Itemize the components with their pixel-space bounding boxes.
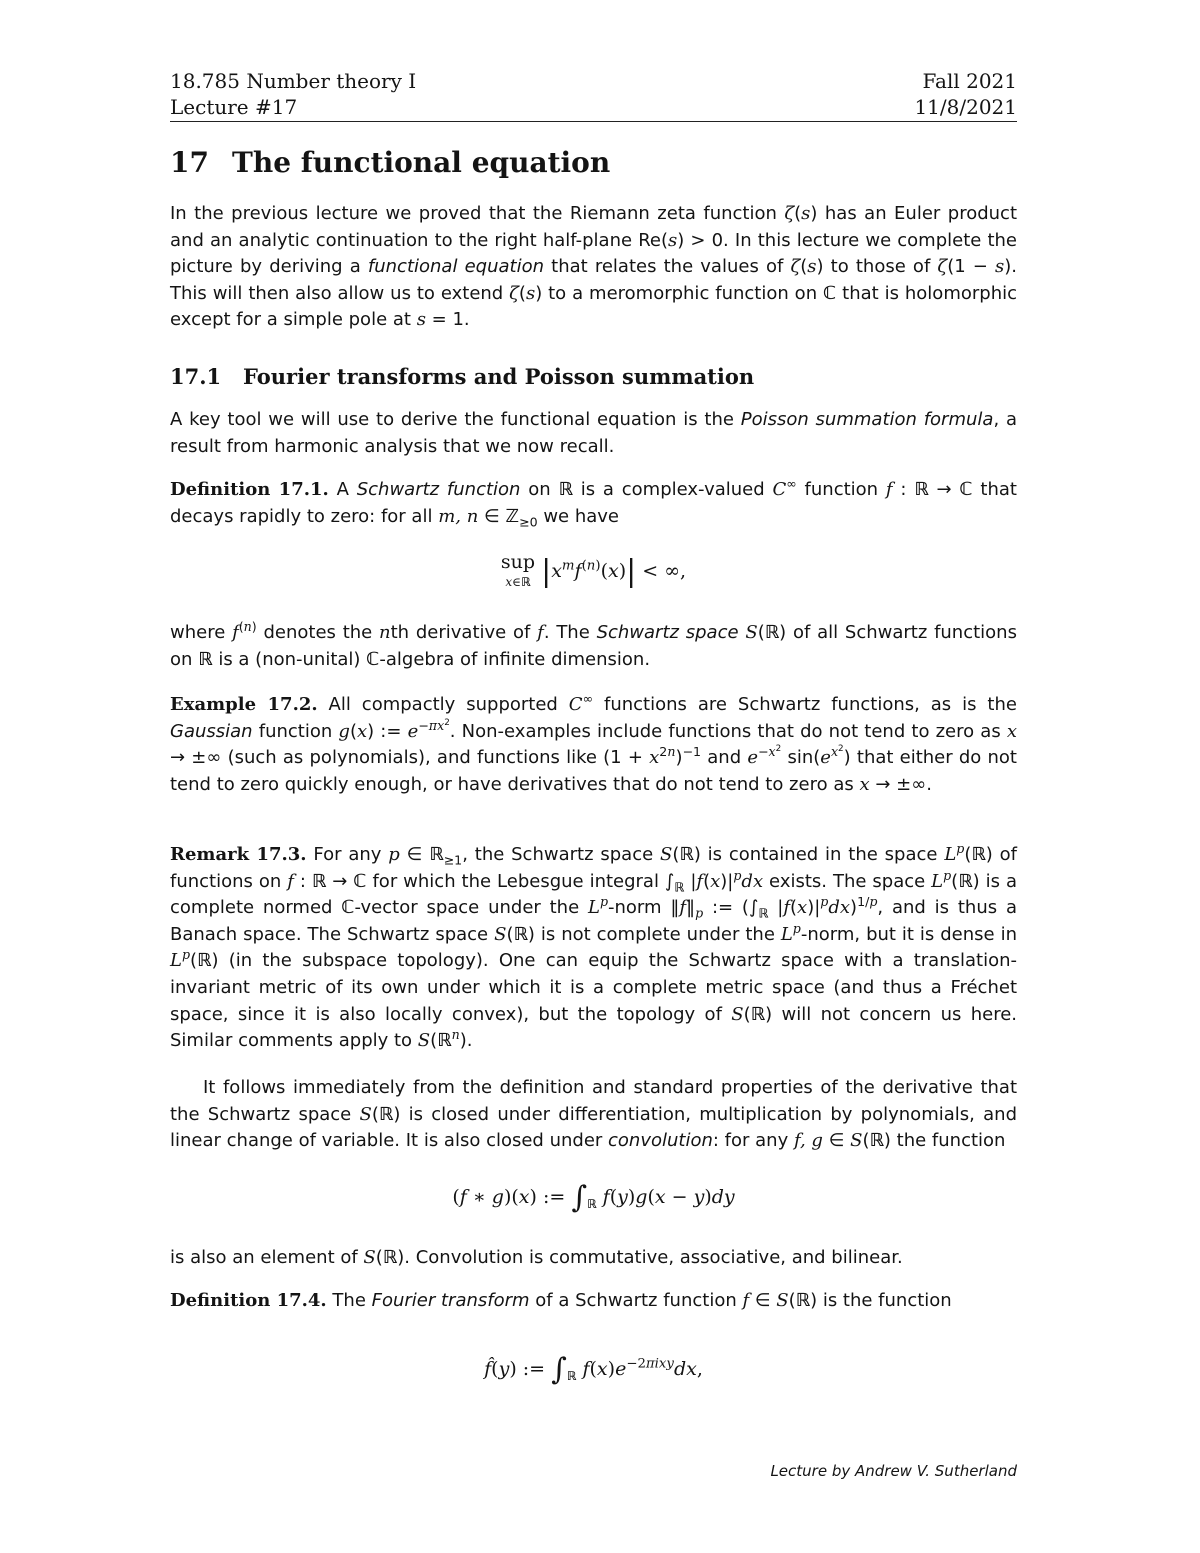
example-17-2-label: Example 17.2. [170, 694, 318, 715]
closure-paragraph-after: is also an element of S(ℝ). Convolution is commutative, associative, and bilinear. [170, 1247, 903, 1268]
definition-17-1-after: where $f^{(n)}$ denotes the nth derivative of f. The Schwartz space S(ℝ) of all Schwartz functions on ℝ is a (non-unital) ℂ-algebra of infinite dimension. [170, 619, 1017, 670]
remark-17-3-label: Remark 17.3. [170, 844, 307, 865]
definition-17-4: Definition 17.4. The Fourier transform of a Schwartz function f ∈ S(ℝ) is the function [170, 1290, 952, 1311]
header-term: Fall 2021 [922, 69, 1017, 93]
section-title [170, 146, 610, 179]
header-course: 18.785 Number theory I [170, 69, 417, 93]
header-date: 11/8/2021 [914, 95, 1017, 119]
subsection-title [170, 364, 754, 389]
definition-17-4-label: Definition 17.4. [170, 1290, 327, 1311]
subsection-title-text: Fourier transforms and Poisson summation [243, 364, 755, 389]
subsection-number: 17.1 [170, 364, 222, 389]
section-number: 17 [170, 146, 209, 179]
definition-17-1-label: Definition 17.1. [170, 479, 329, 500]
subsection-intro: A key tool we will use to derive the functional equation is the Poisson summation formula, a result from harmonic analysis that we now recall. [170, 409, 1017, 457]
header-rule [170, 121, 1017, 122]
closure-paragraph: It follows immediately from the definition and standard properties of the derivative that the Schwartz space S(ℝ) is closed under differentiation, multiplication by polynomials, and linear change of variable. It is also closed under convolution: for any f, g ∈ S(ℝ) the function [170, 1077, 1017, 1152]
definition-17-1: Definition 17.1. A Schwartz function on ℝ is a complex-valued C∞ function f : ℝ → ℂ that decays rapidly to zero: for all m, n ∈ ℤ$_{\ge 0}$ we have [170, 476, 1017, 530]
section-title-text: The functional equation [232, 146, 611, 179]
equation-schwartz-bound: sup x∈ℝ $|x^mf^{(n)}(x)|$ < ∞, [500, 551, 687, 589]
intro-paragraph: In the previous lecture we proved that the Riemann zeta function ζ(s) has an Euler product and an analytic continuation to the right half-plane Re(s) > 0. In this lecture we complete the picture by deriving a functional equation that relates the values of ζ(s) to those of ζ(1 − s). This will then also allow us to extend ζ(s) to a meromorphic function on ℂ that is holomorphic except for a simple pole at s = 1. [170, 203, 1018, 331]
footer-author: Lecture by Andrew V. Sutherland [770, 1462, 1017, 1480]
equation-convolution: (f ∗ g)(x) := $\int_ℝ$ f(y)g(x − y)dy [452, 1180, 735, 1215]
remark-17-3: Remark 17.3. For any p ∈ ℝ$_{\ge 1}$, the Schwartz space S(ℝ) is contained in the space $L^p(ℝ)$ of functions on f : ℝ → ℂ for which the Lebesgue integral $\int_ℝ$ $|f(x)|^pdx$ exists. The space $L^p(ℝ)$ is a complete normed ℂ-vector space under the $L^p$-norm $‖f‖_p$ := ($\int_ℝ$ $|f(x)|^pdx)^{1/p}$, and is thus a Banach space. The Schwartz space S(ℝ) is not complete under the $L^p$-norm, but it is dense in $L^p(ℝ)$ (in the subspace topology). One can equip the Schwartz space with a translation-invariant metric of its own under which it is a complete metric space (and thus a Fréchet space, since it is also locally convex), but the topology of S(ℝ) will not concern us here. Similar comments apply to S(ℝ$^n$). [170, 841, 1018, 1052]
example-17-2: Example 17.2. All compactly supported C∞ functions are Schwartz functions, as is the Gaussian function g(x) := $e^{-\pi x^2}$. Non-examples include functions that do not tend to zero as x → ±∞ (such as polynomials), and functions like $(1 + x^{2n})^{-1}$ and $e^{-x^2}$ $\sin(e^{x^2})$ that either do not tend to zero quickly enough, or have derivatives that do not tend to zero as x → ±∞. [170, 691, 1017, 795]
header-lecture: Lecture #17 [170, 95, 298, 119]
equation-fourier-transform: f̂(y) := $\int_ℝ$ $f(x)e^{-2\pi ixy}dx$, [484, 1352, 703, 1387]
